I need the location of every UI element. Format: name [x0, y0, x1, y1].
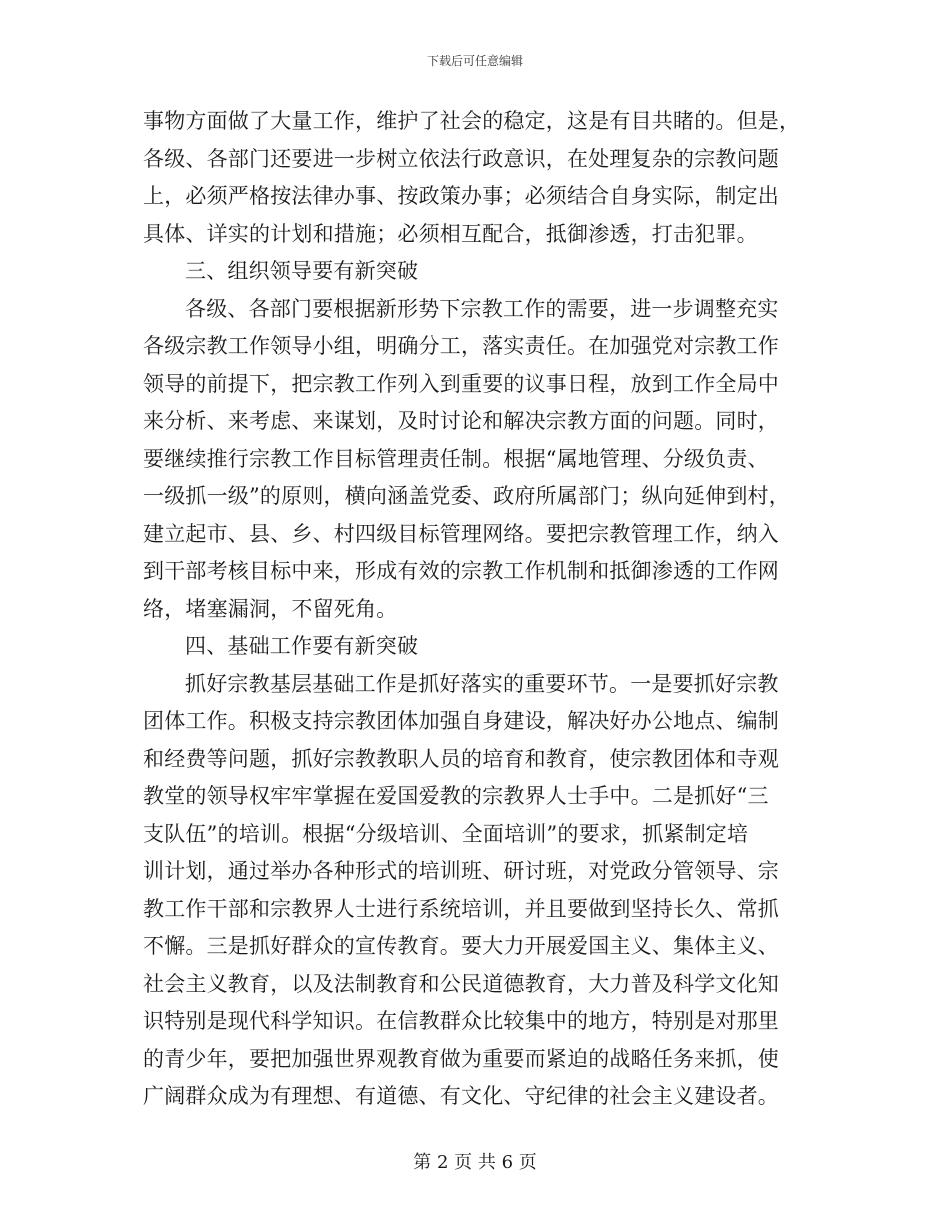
- text-line: 的青少年，要把加强世界观教育做为重要而紧迫的战略任务来抓，使: [143, 1046, 779, 1071]
- paragraph-3: [143, 666, 809, 1116]
- text-line: 各级宗教工作领导小组，明确分工，落实责任。在加强党对宗教工作: [143, 334, 779, 358]
- page-number-footer: 第 2 页 共 6 页: [413, 1152, 537, 1173]
- section-heading-3: [143, 253, 809, 291]
- text-line: 一级抓一级”的原则，横向涵盖党委、政府所属部门；纵向延伸到村，: [143, 484, 790, 508]
- text-line: 和经费等问题，抓好宗教教职人员的培育和教育，使宗教团体和寺观: [143, 746, 779, 771]
- text-line: 到干部考核目标中来，形成有效的宗教工作机制和抵御渗透的工作网: [143, 559, 779, 583]
- text-line: 社会主义教育，以及法制教育和公民道德教育，大力普及科学文化知: [143, 971, 779, 996]
- text-line: 具体、详实的计划和措施；必须相互配合，抵御渗透，打击犯罪。: [143, 221, 758, 246]
- text-line: 要继续推行宗教工作目标管理责任制。根据“属地管理、分级负责、: [143, 446, 769, 471]
- text-line: 建立起市、县、乡、村四级目标管理网络。要把宗教管理工作，纳入: [143, 521, 779, 546]
- text-line: 领导的前提下，把宗教工作列入到重要的议事日程，放到工作全局中: [143, 371, 779, 396]
- paragraph-1: [143, 103, 809, 253]
- document-body: [143, 103, 809, 1116]
- text-line: 事物方面做了大量工作，维护了社会的稳定，这是有目共睹的。但是，: [143, 109, 801, 133]
- text-line: 不懈。三是抓好群众的宣传教育。要大力开展爱国主义、集体主义、: [143, 934, 779, 958]
- paragraph-2: [143, 291, 809, 629]
- text-line: 上，必须严格按法律办事、按政策办事；必须结合自身实际，制定出: [143, 184, 779, 208]
- text-line: 络，堵塞漏洞，不留死角。: [143, 596, 398, 621]
- text-line: 训计划，通过举办各种形式的培训班、研讨班，对党政分管领导、宗: [143, 859, 779, 883]
- section-heading-4: [143, 628, 809, 666]
- heading-line: 三、组织领导要有新突破: [185, 259, 419, 283]
- text-line: 广阔群众成为有理想、有道德、有文化、守纪律的社会主义建设者。: [143, 1084, 779, 1108]
- text-line: 抓好宗教基层基础工作是抓好落实的重要环节。一是要抓好宗教: [185, 671, 779, 696]
- text-line: 教堂的领导权牢牢掌握在爱国爱教的宗教界人士手中。二是抓好“三: [143, 784, 769, 808]
- text-line: 各级、各部门还要进一步树立依法行政意识，在处理复杂的宗教问题: [143, 146, 779, 171]
- text-line: 来分析、来考虑、来谋划，及时讨论和解决宗教方面的问题。同时，: [143, 409, 779, 433]
- text-line: 教工作干部和宗教界人士进行系统培训，并且要做到坚持长久、常抓: [143, 896, 779, 921]
- text-line: 支队伍”的培训。根据“分级培训、全面培训”的要求，抓紧制定培: [143, 821, 749, 846]
- text-line: 识特别是现代科学知识。在信教群众比较集中的地方，特别是对那里: [143, 1009, 779, 1033]
- text-line: 团体工作。积极支持宗教团体加强自身建设，解决好办公地点、编制: [143, 709, 779, 733]
- heading-line: 四、基础工作要有新突破: [185, 634, 419, 658]
- page-header: 下载后可任意编辑: [426, 54, 523, 68]
- text-line: 各级、各部门要根据新形势下宗教工作的需要，进一步调整充实: [185, 296, 779, 321]
